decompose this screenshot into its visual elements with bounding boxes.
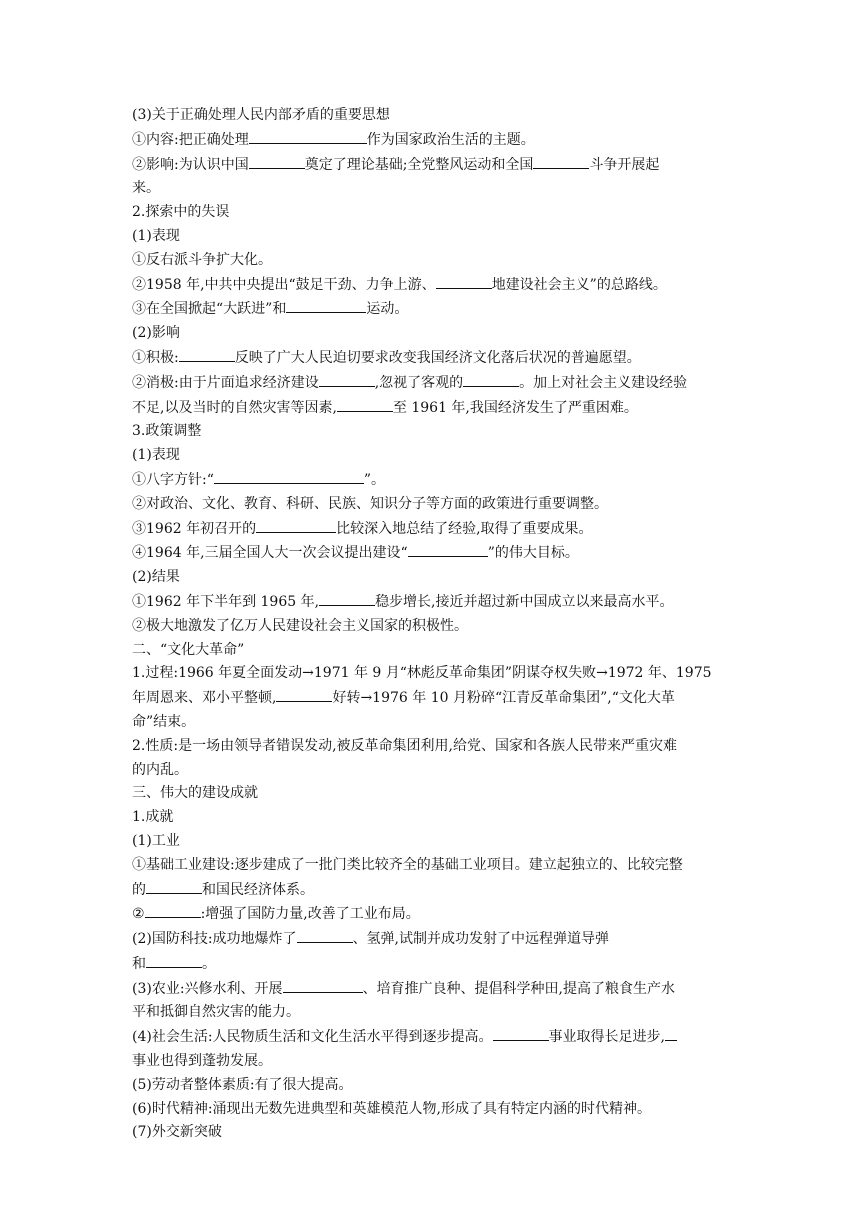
line-text: ④1964 年,三届全国人大一次会议提出建设“ — [132, 545, 408, 562]
line-text: ,忽视了客观的 — [374, 374, 464, 391]
text-line — [132, 297, 732, 322]
line-text: 地建设社会主义”的总路线。 — [491, 276, 667, 293]
line-text: ①基础工业建设:逐步建成了一批门类比较齐全的基础工业项目。建立起独立的、比较完整 — [132, 856, 683, 873]
line-text: 事业取得长足进步, — [548, 1029, 665, 1046]
text-line — [132, 322, 732, 346]
line-text: (1)工业 — [132, 832, 180, 849]
text-line — [132, 201, 732, 225]
line-text: 2.性质:是一场由领导者错误发动,被反革命集团利用,给党、国家和各族人民带来严重灾难 — [132, 737, 677, 754]
text-line — [132, 468, 732, 493]
text-line — [132, 590, 732, 615]
line-text: (2)国防科技:成功地爆炸了 — [132, 931, 297, 948]
fill-in-blank[interactable] — [145, 902, 201, 918]
document-page — [132, 104, 732, 1145]
line-text: (1)表现 — [132, 447, 180, 464]
line-text: 好转→1976 年 10 月粉碎“江青反革命集团”,“文化大革 — [332, 690, 675, 707]
text-line — [132, 830, 732, 854]
line-text: 反映了广大人民迫切要求改变我国经济文化落后状况的普遍愿望。 — [234, 349, 641, 366]
text-line — [132, 1074, 732, 1098]
line-text: ③1962 年初召开的 — [132, 520, 257, 537]
text-line — [132, 854, 732, 878]
line-text: 运动。 — [366, 301, 409, 318]
line-text: 斗争开展起 — [589, 156, 660, 173]
text-line — [132, 225, 732, 249]
line-text: 和 — [132, 955, 146, 972]
fill-in-blank[interactable] — [179, 346, 235, 362]
line-text: ②影响:为认识中国 — [132, 156, 249, 173]
fill-in-blank[interactable] — [319, 590, 375, 606]
fill-in-blank[interactable] — [665, 1025, 677, 1041]
text-line — [132, 541, 732, 566]
text-line — [132, 517, 732, 542]
text-line — [132, 952, 732, 977]
line-text: 事业也得到蓬勃发展。 — [132, 1053, 272, 1070]
line-text: 。加上对社会主义建设经验 — [519, 374, 688, 391]
text-line — [132, 782, 732, 806]
text-line — [132, 1001, 732, 1025]
text-line — [132, 639, 732, 663]
text-line — [132, 346, 732, 371]
line-text: 、培育推广良种、提倡科学种田,提高了粮食生产水 — [362, 980, 676, 997]
text-line — [132, 735, 732, 759]
line-text: ③在全国掀起“大跃进”和 — [132, 301, 287, 318]
text-line — [132, 1050, 732, 1074]
line-text: 3.政策调整 — [132, 423, 202, 440]
fill-in-blank[interactable] — [533, 153, 589, 169]
fill-in-blank[interactable] — [146, 952, 202, 968]
line-text: 来。 — [132, 180, 160, 197]
fill-in-blank[interactable] — [436, 273, 492, 289]
line-text: ”。 — [363, 471, 386, 488]
line-text: 比较深入地总结了经验,取得了重要成果。 — [336, 520, 593, 537]
line-text: 1.过程:1966 年夏全面发动→1971 年 9 月“林彪反革命集团”阴谋夺权失败→1972 年、1975 — [132, 665, 712, 682]
fill-in-blank[interactable] — [319, 371, 375, 387]
fill-in-blank[interactable] — [214, 468, 364, 484]
line-text: ②1958 年,中共中央提出“鼓足干劲、力争上游、 — [132, 276, 436, 293]
text-line — [132, 128, 732, 153]
fill-in-blank[interactable] — [463, 371, 519, 387]
text-line — [132, 927, 732, 952]
text-line — [132, 396, 732, 421]
line-text: 1.成就 — [132, 809, 174, 826]
line-text: :增强了国防力量,改善了工业布局。 — [200, 906, 420, 923]
text-line — [132, 371, 732, 396]
line-text: (7)外交新突破 — [132, 1124, 222, 1141]
line-text: 奠定了理论基础;全党整风运动和全国 — [304, 156, 534, 173]
text-line — [132, 977, 732, 1002]
line-text: (2)影响 — [132, 325, 180, 342]
line-text: ②消极:由于片面追求经济建设 — [132, 374, 319, 391]
text-line — [132, 711, 732, 735]
text-line — [132, 273, 732, 298]
line-text: 2.探索中的失误 — [132, 204, 230, 221]
fill-in-blank[interactable] — [249, 153, 305, 169]
line-text: (4)社会生活:人民物质生活和文化生活水平得到逐步提高。 — [132, 1029, 493, 1046]
line-text: (6)时代精神:涌现出无数先进典型和英雄模范人物,形成了具有特定内涵的时代精神。 — [132, 1100, 651, 1117]
text-line — [132, 902, 732, 927]
text-line — [132, 444, 732, 468]
line-text: 的 — [132, 881, 146, 898]
line-text: (1)表现 — [132, 227, 180, 244]
text-line — [132, 493, 732, 517]
fill-in-blank[interactable] — [146, 878, 202, 894]
fill-in-blank[interactable] — [337, 396, 393, 412]
line-text: (5)劳动者整体素质:有了很大提高。 — [132, 1076, 353, 1093]
text-line — [132, 759, 732, 783]
text-line — [132, 177, 732, 201]
line-text: 稳步增长,接近并超过新中国成立以来最高水平。 — [375, 593, 674, 610]
line-text: 作为国家政治生活的主题。 — [366, 131, 535, 148]
fill-in-blank[interactable] — [276, 686, 332, 702]
line-text: 的内乱。 — [132, 761, 188, 778]
line-text: 不足,以及当时的自然灾害等因素, — [132, 399, 337, 416]
line-text: ②对政治、文化、教育、科研、民族、知识分子等方面的政策进行重要调整。 — [132, 495, 608, 512]
line-text: 至 1961 年,我国经济发生了严重困难。 — [392, 399, 638, 416]
text-line — [132, 686, 732, 711]
fill-in-blank[interactable] — [493, 1025, 549, 1041]
text-line — [132, 806, 732, 830]
line-text: (3)农业:兴修水利、开展 — [132, 980, 283, 997]
line-text: ①八字方针:“ — [132, 471, 214, 488]
line-text: 二、“文化大革命” — [132, 641, 245, 658]
line-text: ①反右派斗争扩大化。 — [132, 251, 272, 268]
text-line — [132, 566, 732, 590]
text-line — [132, 249, 732, 273]
line-text: ② — [132, 906, 145, 923]
fill-in-blank[interactable] — [408, 541, 488, 557]
line-text: ①积极: — [132, 349, 179, 366]
text-line — [132, 1121, 732, 1145]
line-text: 命”结束。 — [132, 713, 196, 730]
text-line — [132, 104, 732, 128]
text-line — [132, 1025, 732, 1050]
line-text: ②极大地激发了亿万人民建设社会主义国家的积极性。 — [132, 617, 468, 634]
line-text: 年周恩来、邓小平整顿, — [132, 690, 277, 707]
line-text: (3)关于正确处理人民内部矛盾的重要思想 — [132, 107, 390, 123]
line-text: ”的伟大目标。 — [487, 545, 579, 562]
line-text: 和国民经济体系。 — [202, 881, 314, 898]
line-text: 平和抵御自然灾害的能力。 — [132, 1004, 300, 1021]
text-line — [132, 615, 732, 639]
text-line — [132, 1098, 732, 1122]
line-text: 。 — [202, 955, 216, 972]
line-text: 三、伟大的建设成就 — [132, 785, 258, 802]
fill-in-blank[interactable] — [256, 517, 336, 533]
text-line — [132, 420, 732, 444]
text-line — [132, 878, 732, 903]
fill-in-blank[interactable] — [286, 297, 366, 313]
fill-in-blank[interactable] — [249, 128, 367, 144]
line-text: ①内容:把正确处理 — [132, 131, 249, 148]
fill-in-blank[interactable] — [283, 977, 363, 993]
text-line — [132, 153, 732, 178]
line-text: ①1962 年下半年到 1965 年, — [132, 593, 320, 610]
text-line — [132, 662, 732, 686]
line-text: (2)结果 — [132, 569, 180, 586]
line-text: 、氢弹,试制并成功发射了中远程弹道导弹 — [352, 931, 610, 948]
fill-in-blank[interactable] — [297, 927, 353, 943]
